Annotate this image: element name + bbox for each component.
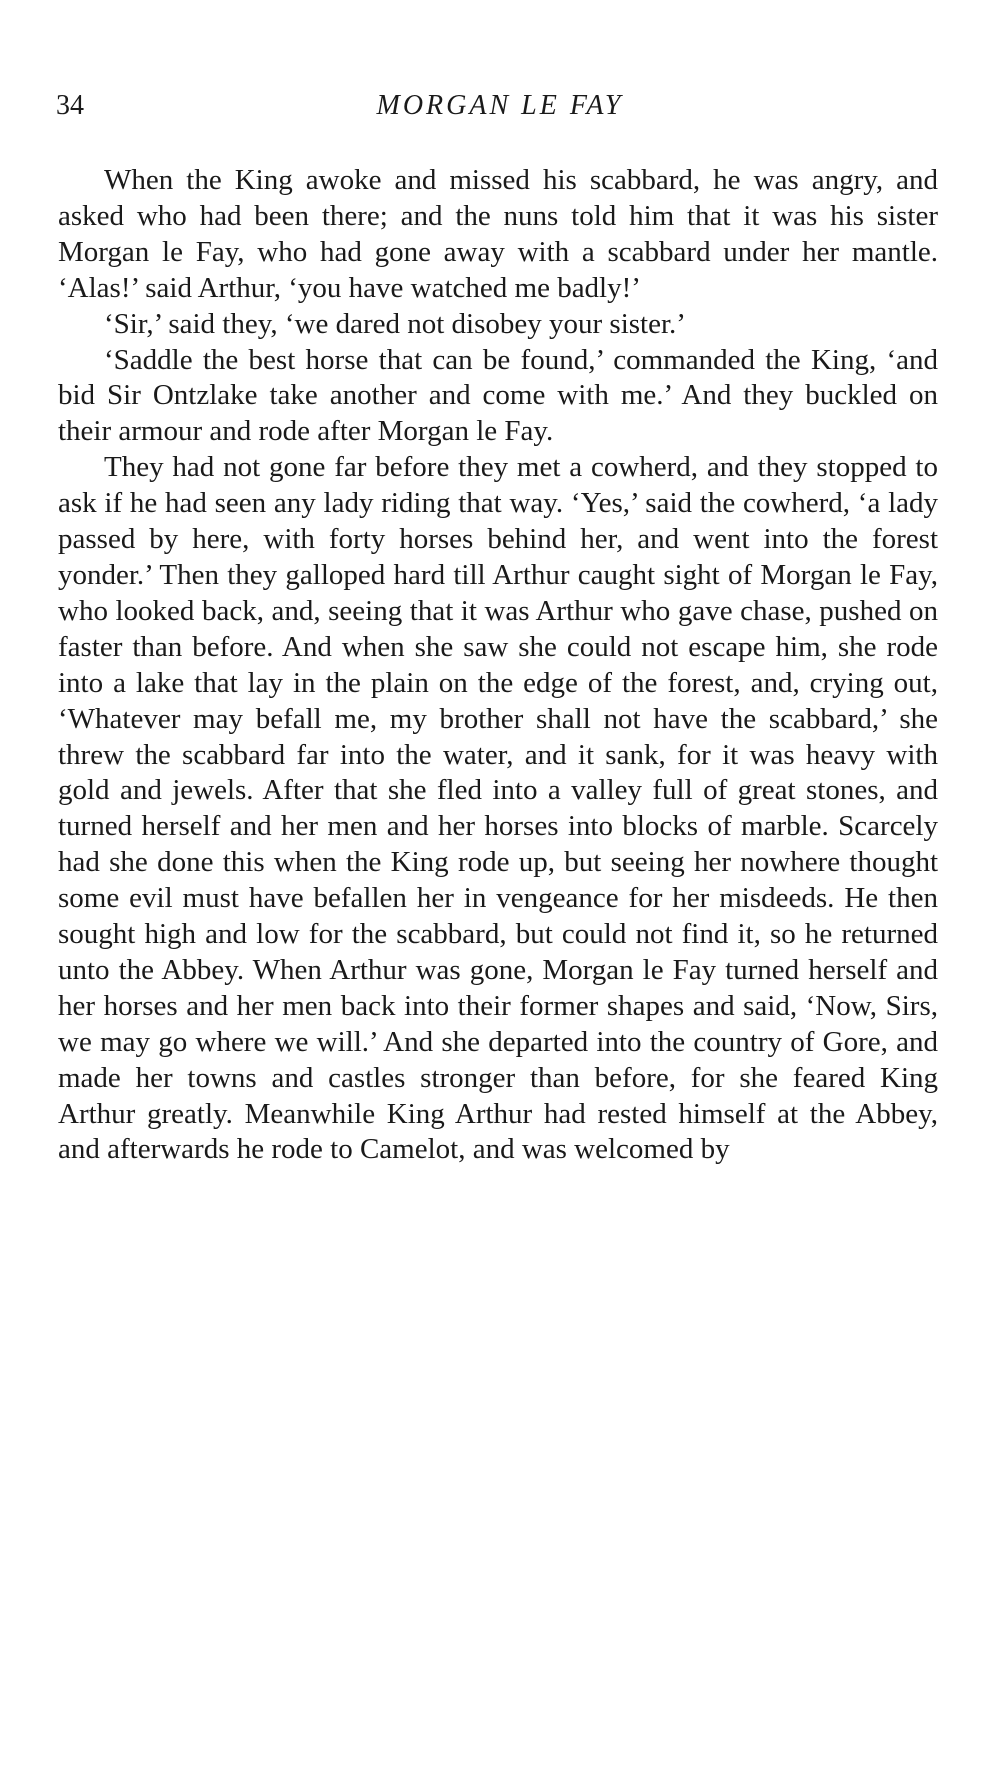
body-text: [58, 163, 938, 1168]
page-number: 34: [56, 90, 84, 121]
paragraph: When the King awoke and missed his scabbard, he was angry, and asked who had been there; and the nuns told him that it was his sister Morgan le Fay, who had gone away with a scabbard under her mantle. ‘Alas!’ said Arthur, ‘you have watched me badly!’: [58, 164, 938, 304]
page-header: [56, 90, 944, 130]
paragraph: They had not gone far before they met a cowherd, and they stopped to ask if he had seen any lady riding that way. ‘Yes,’ said the cowherd, ‘a lady passed by here, with forty horses behind her, and went into the forest yonder.’ Then they galloped hard till Arthur caught sight of Morgan le Fay, who looked back, and, seeing that it was Arthur who gave chase, pushed on faster than before. And when she saw she could not escape him, she rode into a lake that lay in the plain on the edge of the forest, and, crying out, ‘Whatever may befall me, my brother shall not have the scabbard,’ she threw the scabbard far into the water, and it sank, for it was heavy with gold and jewels. After that she fled into a valley full of great stones, and turned herself and her men and her horses into blocks of marble. Scarcely had she done this when the King rode up, but seeing her nowhere thought some evil must have befallen her in vengeance for her misdeeds. He then sought high and low for the scabbard, but could not find it, so he returned unto the Abbey. When Arthur was gone, Morgan le Fay turned herself and her horses and her men back into their former shapes and said, ‘Now, Sirs, we may go where we will.’ And she departed into the country of Gore, and made her towns and castles stronger than before, for she feared King Arthur greatly. Meanwhile King Arthur had rested himself at the Abbey, and afterwards he rode to Camelot, and was welcomed by: [58, 451, 938, 1166]
paragraph: ‘Saddle the best horse that can be found,’ commanded the King, ‘and bid Sir Ontzlake take another and come with me.’ And they buckled on their armour and rode after Morgan le Fay.: [58, 343, 938, 448]
running-title: MORGAN LE FAY: [376, 90, 624, 121]
paragraph: ‘Sir,’ said they, ‘we dared not disobey your sister.’: [104, 307, 686, 340]
